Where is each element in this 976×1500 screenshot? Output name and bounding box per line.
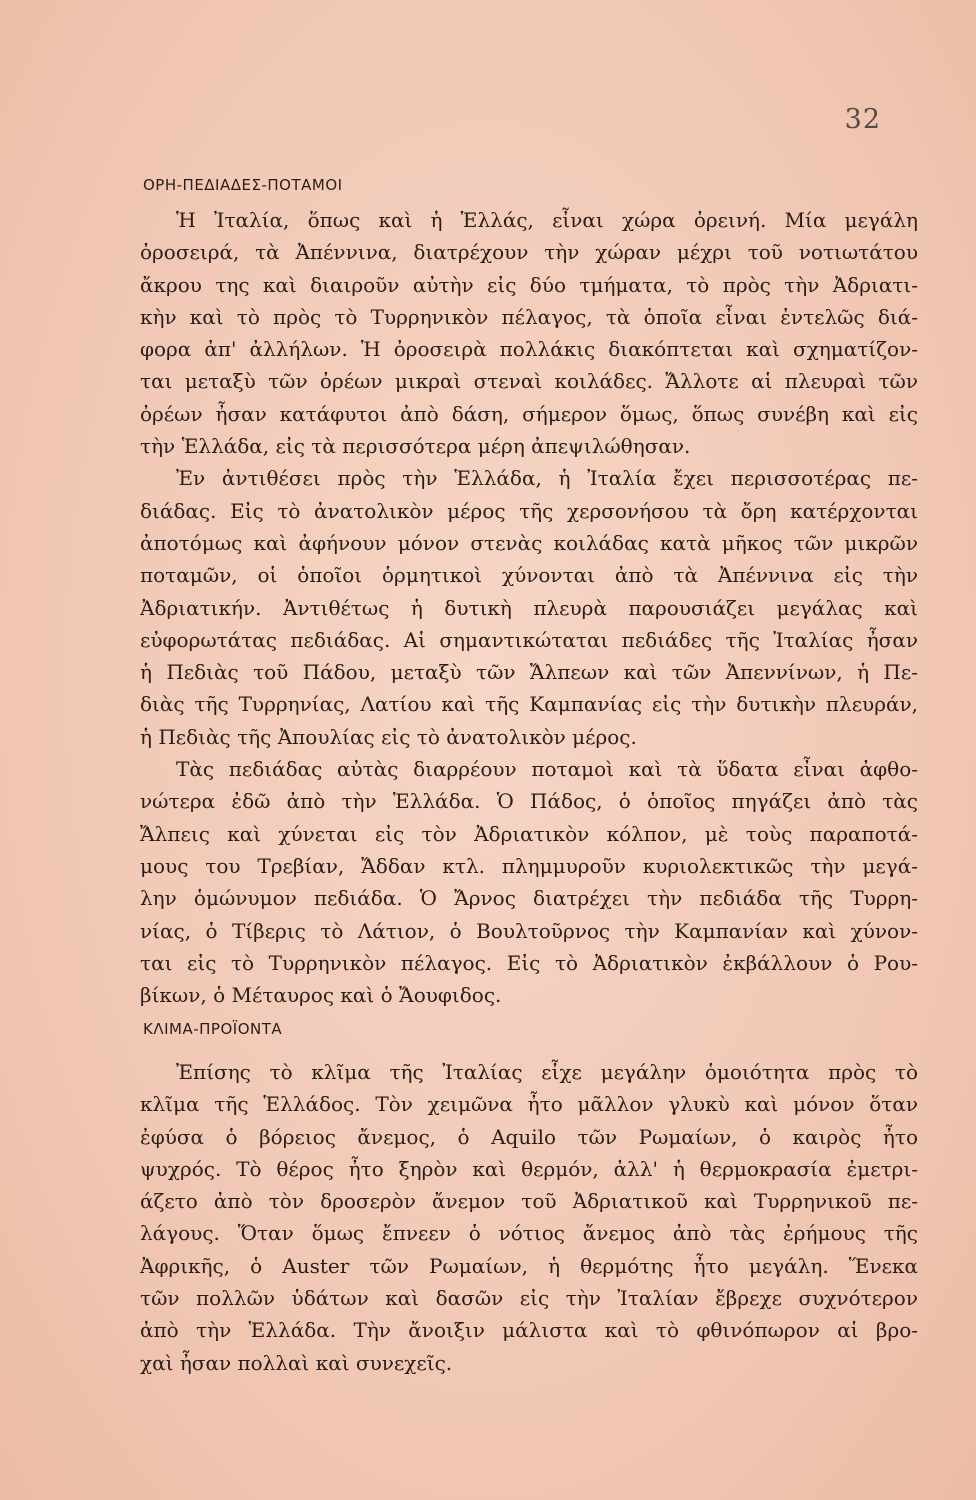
section-heading-mountains-plains-rivers: ΟΡΗ-ΠΕΔΙΑΔΕΣ-ΠΟΤΑΜΟΙ [143, 176, 343, 194]
section-body-mountains-plains-rivers [140, 204, 918, 1011]
text-line: ὀρέων ἦσαν κατάφυτοι ἀπὸ δάση, σήμερον ὅμως, ὅπως συνέβη καὶ εἰς [140, 401, 918, 426]
text-line: ἄκρου της καὶ διαιροῦν αὐτὴν εἰς δύο τμήματα, τὸ πρὸς τὴν Ἀδριατι- [140, 272, 918, 297]
text-line: Ἐν ἀντιθέσει πρὸς τὴν Ἑλλάδα, ἡ Ἰταλία ἔχει περισσοτέρας πε- [176, 466, 918, 491]
text-line: λην ὁμώνυμον πεδιάδα. Ὁ Ἄρνος διατρέχει τὴν πεδιάδα τῆς Τυρρη- [140, 886, 918, 911]
text-line: Ἀφρικῆς, ὁ Auster τῶν Ρωμαίων, ἡ θερμότης ἦτο μεγάλη. Ἕνεκα [140, 1253, 918, 1278]
text-line: ται μεταξὺ τῶν ὀρέων μικραὶ στεναὶ κοιλάδες. Ἄλλοτε αἱ πλευραὶ τῶν [140, 369, 918, 394]
text-line: βίκων, ὁ Μέταυρος καὶ ὁ Ἄουφιδος. [140, 983, 502, 1008]
text-line: διὰς τῆς Τυρρηνίας, Λατίου καὶ τῆς Καμπανίας εἰς τὴν δυτικὴν πλευράν, [140, 692, 918, 717]
text-line: χαὶ ἦσαν πολλαὶ καὶ συνεχεῖς. [140, 1350, 453, 1375]
text-line: άζετο ἀπὸ τὸν δροσερὸν ἄνεμον τοῦ Ἀδριατικοῦ καὶ Τυρρηνικοῦ πε- [140, 1189, 918, 1214]
text-line: κλῖμα τῆς Ἑλλάδος. Τὸν χειμῶνα ἦτο μᾶλλον γλυκὺ καὶ μόνον ὅταν [140, 1092, 918, 1117]
text-line: λάγους. Ὅταν ὅμως ἔπνεεν ὁ νότιος ἄνεμος ἀπὸ τὰς ἐρήμους τῆς [140, 1221, 918, 1246]
text-line: ἡ Πεδιὰς τοῦ Πάδου, μεταξὺ τῶν Ἄλπεων καὶ τῶν Ἀπεννίνων, ἡ Πε- [140, 660, 918, 685]
text-line: ἡ Πεδιὰς τῆς Ἀπουλίας εἰς τὸ ἀνατολικὸν μέρος. [140, 724, 637, 749]
text-line: ὀροσειρά, τὰ Ἀπέννινα, διατρέχουν τὴν χώραν μέχρι τοῦ νοτιωτάτου [140, 240, 918, 265]
text-line: Ἀδριατικήν. Ἀντιθέτως ἡ δυτικὴ πλευρὰ παρουσιάζει μεγάλας καὶ [140, 595, 918, 620]
text-line: Ἄλπεις καὶ χύνεται εἰς τὸν Ἀδριατικὸν κόλπον, μὲ τοὺς παραποτά- [140, 821, 918, 846]
text-line: κὴν καὶ τὸ πρὸς τὸ Τυρρηνικὸν πέλαγος, τὰ ὁποῖα εἶναι ἐντελῶς διά- [140, 304, 918, 329]
page-number: 32 [844, 104, 881, 135]
text-line: Τὰς πεδιάδας αὐτὰς διαρρέουν ποταμοὶ καὶ τὰ ὕδατα εἶναι ἀφθο- [176, 757, 918, 782]
section-heading-climate-products: ΚΛΙΜΑ-ΠΡΟΪΟΝΤΑ [143, 1020, 283, 1038]
text-line: φορα ἀπ' ἀλλήλων. Ἡ ὀροσειρὰ πολλάκις διακόπτεται καὶ σχηματίζον- [140, 337, 918, 362]
text-line: νώτερα ἐδῶ ἀπὸ τὴν Ἑλλάδα. Ὁ Πάδος, ὁ ὁποῖος πηγάζει ἀπὸ τὰς [140, 789, 918, 814]
text-line: ἀποτόμως καὶ ἀφήνουν μόνον στενὰς κοιλάδας κατὰ μῆκος τῶν μικρῶν [140, 530, 918, 555]
text-line: ἀπὸ τὴν Ἑλλάδα. Τὴν ἄνοιξιν μάλιστα καὶ τὸ φθινόπωρον αἱ βρο- [140, 1318, 918, 1343]
text-line: μους του Τρεβίαν, Ἄδδαν κτλ. πλημμυροῦν κυριολεκτικῶς τὴν μεγά- [140, 853, 918, 878]
text-line: τῶν πολλῶν ὑδάτων καὶ δασῶν εἰς τὴν Ἰταλίαν ἔβρεχε συχνότερον [140, 1286, 918, 1311]
text-line: Ἐπίσης τὸ κλῖμα τῆς Ἰταλίας εἶχε μεγάλην ὁμοιότητα πρὸς τὸ [176, 1060, 918, 1084]
text-line: Ἡ Ἰταλία, ὅπως καὶ ἡ Ἑλλάς, εἶναι χώρα ὀρεινή. Μία μεγάλη [176, 208, 918, 232]
section-body-climate-products [140, 1056, 918, 1379]
text-line: εὐφορωτάτας πεδιάδας. Αἱ σημαντικώταται πεδιάδες τῆς Ἰταλίας ἦσαν [140, 627, 918, 652]
text-line: ψυχρός. Τὸ θέρος ἦτο ξηρὸν καὶ θερμόν, ἀλλ' ἡ θερμοκρασία ἐμετρι- [140, 1156, 918, 1181]
text-line: τὴν Ἑλλάδα, εἰς τὰ περισσότερα μέρη ἀπεψιλώθησαν. [140, 434, 691, 459]
text-line: νίας, ὁ Τίβερις τὸ Λάτιον, ὁ Βουλτοῦρνος τὴν Καμπανίαν καὶ χύνον- [140, 918, 918, 943]
text-line: ται εἰς τὸ Τυρρηνικὸν πέλαγος. Εἰς τὸ Ἀδριατικὸν ἐκβάλλουν ὁ Ρου- [140, 950, 918, 975]
text-line: ποταμῶν, οἱ ὁποῖοι ὁρμητικοὶ χύνονται ἀπὸ τὰ Ἀπέννινα εἰς τὴν [140, 563, 918, 588]
text-line: ἐφύσα ὁ βόρειος ἄνεμος, ὁ Aquilo τῶν Ρωμαίων, ὁ καιρὸς ἦτο [140, 1124, 918, 1149]
text-line: διάδας. Εἰς τὸ ἀνατολικὸν μέρος τῆς χερσονήσου τὰ ὄρη κατέρχονται [140, 498, 918, 523]
